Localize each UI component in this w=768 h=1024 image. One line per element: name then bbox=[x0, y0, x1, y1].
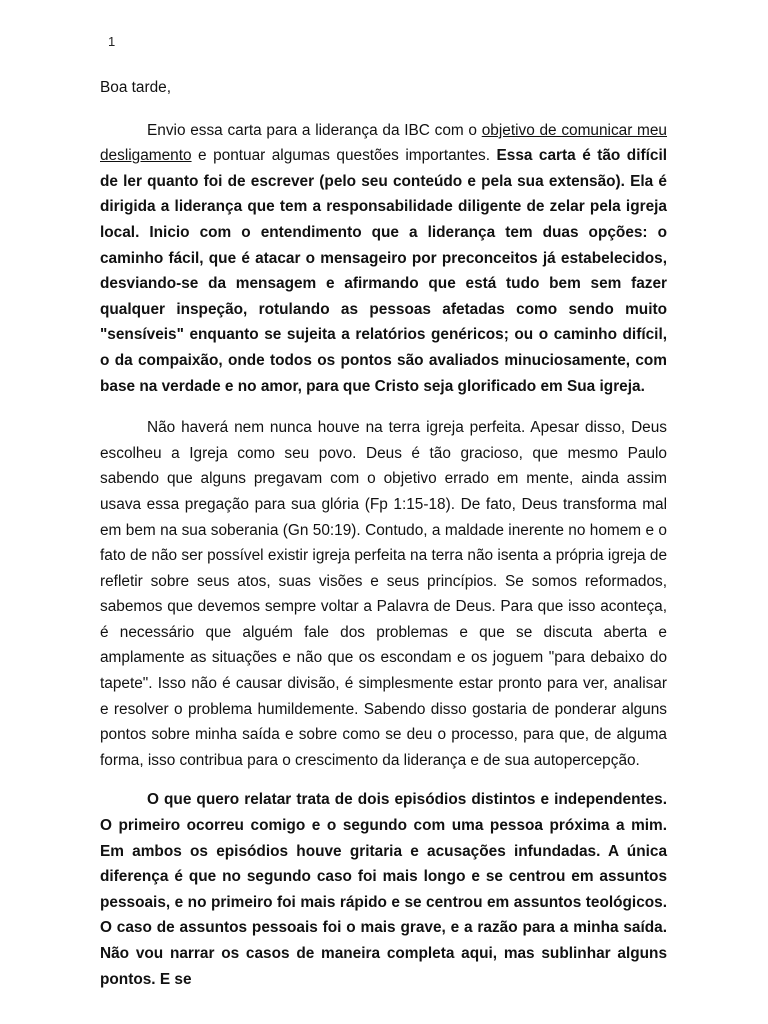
page-number: 1 bbox=[108, 34, 116, 49]
paragraph-3: O que quero relatar trata de dois episódios distintos e independentes. O primeiro ocorreu comigo e o segundo com uma pessoa próxima a mim. Em ambos os episódios houve gritaria e acusações infundadas. A única diferença é que no segundo caso foi mais longo e se centrou em assuntos pessoais, e no primeiro foi mais rápido e se centrou em assuntos teológicos. O caso de assuntos pessoais foi o mais grave, e a razão para a minha saída. Não vou narrar os casos de maneira completa aqui, mas sublinhar alguns pontos. E se bbox=[100, 791, 667, 988]
paragraph-2: Não haverá nem nunca houve na terra igreja perfeita. Apesar disso, Deus escolheu a Igreja como seu povo. Deus é tão gracioso, que mesmo Paulo sabendo que alguns pregavam com o objetivo errado em mente, ainda assim usava essa pregação para sua glória (Fp 1:15-18). De fato, Deus transforma mal em bem na sua soberania (Gn 50:19). Contudo, a maldade inerente no homem e o fato de não ser possível existir igreja perfeita na terra não isenta a própria igreja de refletir sobre seus atos, suas visões e seus princípios. Se somos reformados, sabemos que devemos sempre voltar a Palavra de Deus. Para que isso aconteça, é necessário que alguém fale dos problemas e que se discuta aberta e amplamente as situações e não que os escondam e os joguem "para debaixo do tapete". Isso não é causar divisão, é simplesmente estar pronto para ver, analisar e resolver o problema humildemente. Sabendo disso gostaria de ponderar alguns pontos sobre minha saída e sobre como se deu o processo, para que, de alguma forma, isso contribua para o crescimento da liderança e de sua autopercepção. bbox=[100, 419, 667, 769]
letter-greeting: Boa tarde, bbox=[100, 79, 172, 96]
paragraph-1-bold: Essa carta é tão difícil de ler quanto foi de escrever (pelo seu conteúdo e pela sua extensão). Ela é dirigida a liderança que tem a responsabilidade diligente de zelar pela igreja local. Inicio com o entendimento que a liderança tem duas opções: o caminho fácil, que é atacar o mensageiro por preconceitos já estabelecidos, desviando-se da mensagem e afirmando que está tudo bem sem fazer qualquer inspeção, rotulando as pessoas afetadas como sendo muito "sensíveis" enquanto se sujeita a relatórios genéricos; ou o caminho difícil, o da compaixão, onde todos os pontos são avaliados minuciosamente, com base na verdade e no amor, para que Cristo seja glorificado em Sua igreja. bbox=[100, 147, 667, 395]
paragraph-1-underlined: objetivo de comunicar meu desligamento bbox=[100, 121, 667, 165]
letter-body bbox=[100, 75, 667, 1008]
paragraph-1 bbox=[100, 118, 667, 400]
paragraph-1-after-underlined: e pontuar algumas questões importantes. bbox=[191, 147, 497, 165]
paragraph-1-intro: Envio essa carta para a liderança da IBC com o bbox=[147, 121, 482, 139]
